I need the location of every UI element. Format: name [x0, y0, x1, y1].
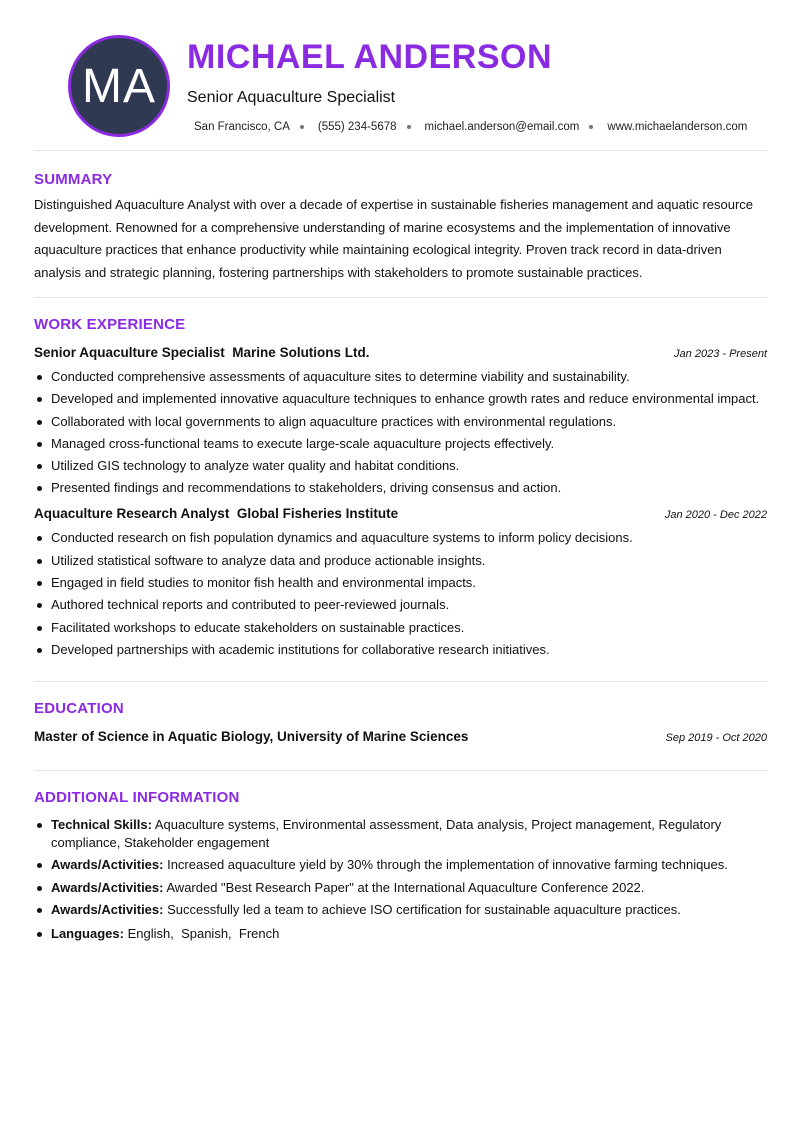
job-header [34, 345, 767, 360]
item-label: Technical Skills: [51, 816, 152, 832]
item-text: Aquaculture systems, Environmental assessment, Data analysis, Project management, Regulatory compliance, Stakeholder engagement [51, 816, 722, 850]
education-section [34, 682, 767, 744]
experience-section [34, 298, 767, 659]
summary-heading: SUMMARY [34, 171, 113, 188]
additional-heading: ADDITIONAL INFORMATION [34, 788, 240, 806]
list-item: Managed cross-functional teams to execute large-scale aquaculture projects effectively. [34, 435, 767, 453]
contact-location: San Francisco, CA [194, 121, 290, 133]
item-label: Awards/Activities: [51, 901, 164, 917]
job-role: Aquaculture Research Analyst Global Fisheries Institute [34, 506, 399, 522]
job-header [34, 506, 767, 521]
list-item: Developed partnerships with academic institutions for collaborative research initiatives. [34, 641, 767, 659]
job-entry [34, 345, 767, 497]
avatar-initials: MA [82, 59, 156, 113]
contact-email[interactable]: michael.anderson@email.com [424, 121, 580, 133]
contact-phone: (555) 234-5678 [317, 121, 397, 133]
additional-section [34, 771, 767, 943]
additional-list [34, 816, 767, 943]
separator-dot [300, 125, 304, 129]
summary-text: Distinguished Aquaculture Analyst with over a decade of expertise in sustainable fisheries management and aquatic resource development. Renowned for a comprehensive understanding of marine ecosystems and the implementation of innovative aquaculture practices that enhance productivity while maintaining ecological integrity. Proven track record in data-driven analysis and strategic planning, fostering partnerships with stakeholders to promote sustainable practices. [34, 197, 754, 280]
item-text: Increased aquaculture yield by 30% through the implementation of innovative farming techniques. [167, 857, 728, 873]
list-item: Presented findings and recommendations to stakeholders, driving consensus and action. [34, 479, 767, 497]
summary-section [34, 151, 767, 284]
contact-website[interactable]: www.michaelanderson.com [607, 121, 748, 133]
list-item: Facilitated workshops to educate stakeholders on sustainable practices. [34, 619, 767, 637]
candidate-title: Senior Aquaculture Specialist [187, 89, 396, 106]
job-date: Jan 2023 - Present [674, 348, 767, 360]
resume-header [34, 0, 767, 150]
candidate-name: MICHAEL ANDERSON [187, 38, 553, 76]
list-item: Developed and implemented innovative aquaculture techniques to enhance growth rates and reduce environmental impact. [34, 390, 767, 408]
item-text: Awarded "Best Research Paper" at the International Aquaculture Conference 2022. [166, 879, 645, 895]
list-item: Utilized statistical software to analyze data and produce actionable insights. [34, 552, 767, 570]
item-text: English, Spanish, French [127, 925, 280, 941]
education-date: Sep 2019 - Oct 2020 [665, 731, 767, 744]
list-item [34, 901, 767, 919]
job-date: Jan 2020 - Dec 2022 [664, 509, 767, 522]
list-item [34, 816, 767, 852]
job-bullets [34, 368, 767, 497]
job-bullets [34, 529, 767, 658]
contact-line [194, 121, 747, 133]
list-item [34, 879, 767, 897]
list-item: Conducted comprehensive assessments of aquaculture sites to determine viability and sustainability. [34, 368, 767, 386]
job-role: Senior Aquaculture Specialist Marine Solutions Ltd. [34, 345, 370, 360]
item-label: Languages: [51, 925, 124, 941]
avatar [68, 35, 170, 137]
list-item [34, 925, 767, 943]
list-item: Utilized GIS technology to analyze water quality and habitat conditions. [34, 457, 767, 475]
education-heading: EDUCATION [34, 699, 124, 717]
list-item: Authored technical reports and contributed to peer-reviewed journals. [34, 596, 767, 614]
item-label: Awards/Activities: [51, 857, 164, 873]
separator-dot [589, 125, 593, 129]
list-item: Engaged in field studies to monitor fish health and environmental impacts. [34, 574, 767, 592]
job-entry [34, 506, 767, 658]
separator-dot [407, 125, 411, 129]
item-label: Awards/Activities: [51, 879, 164, 895]
item-text: Successfully led a team to achieve ISO certification for sustainable aquaculture practices. [167, 901, 681, 917]
list-item [34, 856, 767, 874]
education-entry [34, 729, 767, 744]
list-item: Collaborated with local governments to align aquaculture practices with environmental regulations. [34, 413, 767, 431]
experience-heading: WORK EXPERIENCE [34, 316, 186, 333]
education-degree: Master of Science in Aquatic Biology, University of Marine Sciences [34, 728, 469, 744]
list-item: Conducted research on fish population dynamics and aquaculture systems to inform policy decisions. [34, 529, 767, 547]
